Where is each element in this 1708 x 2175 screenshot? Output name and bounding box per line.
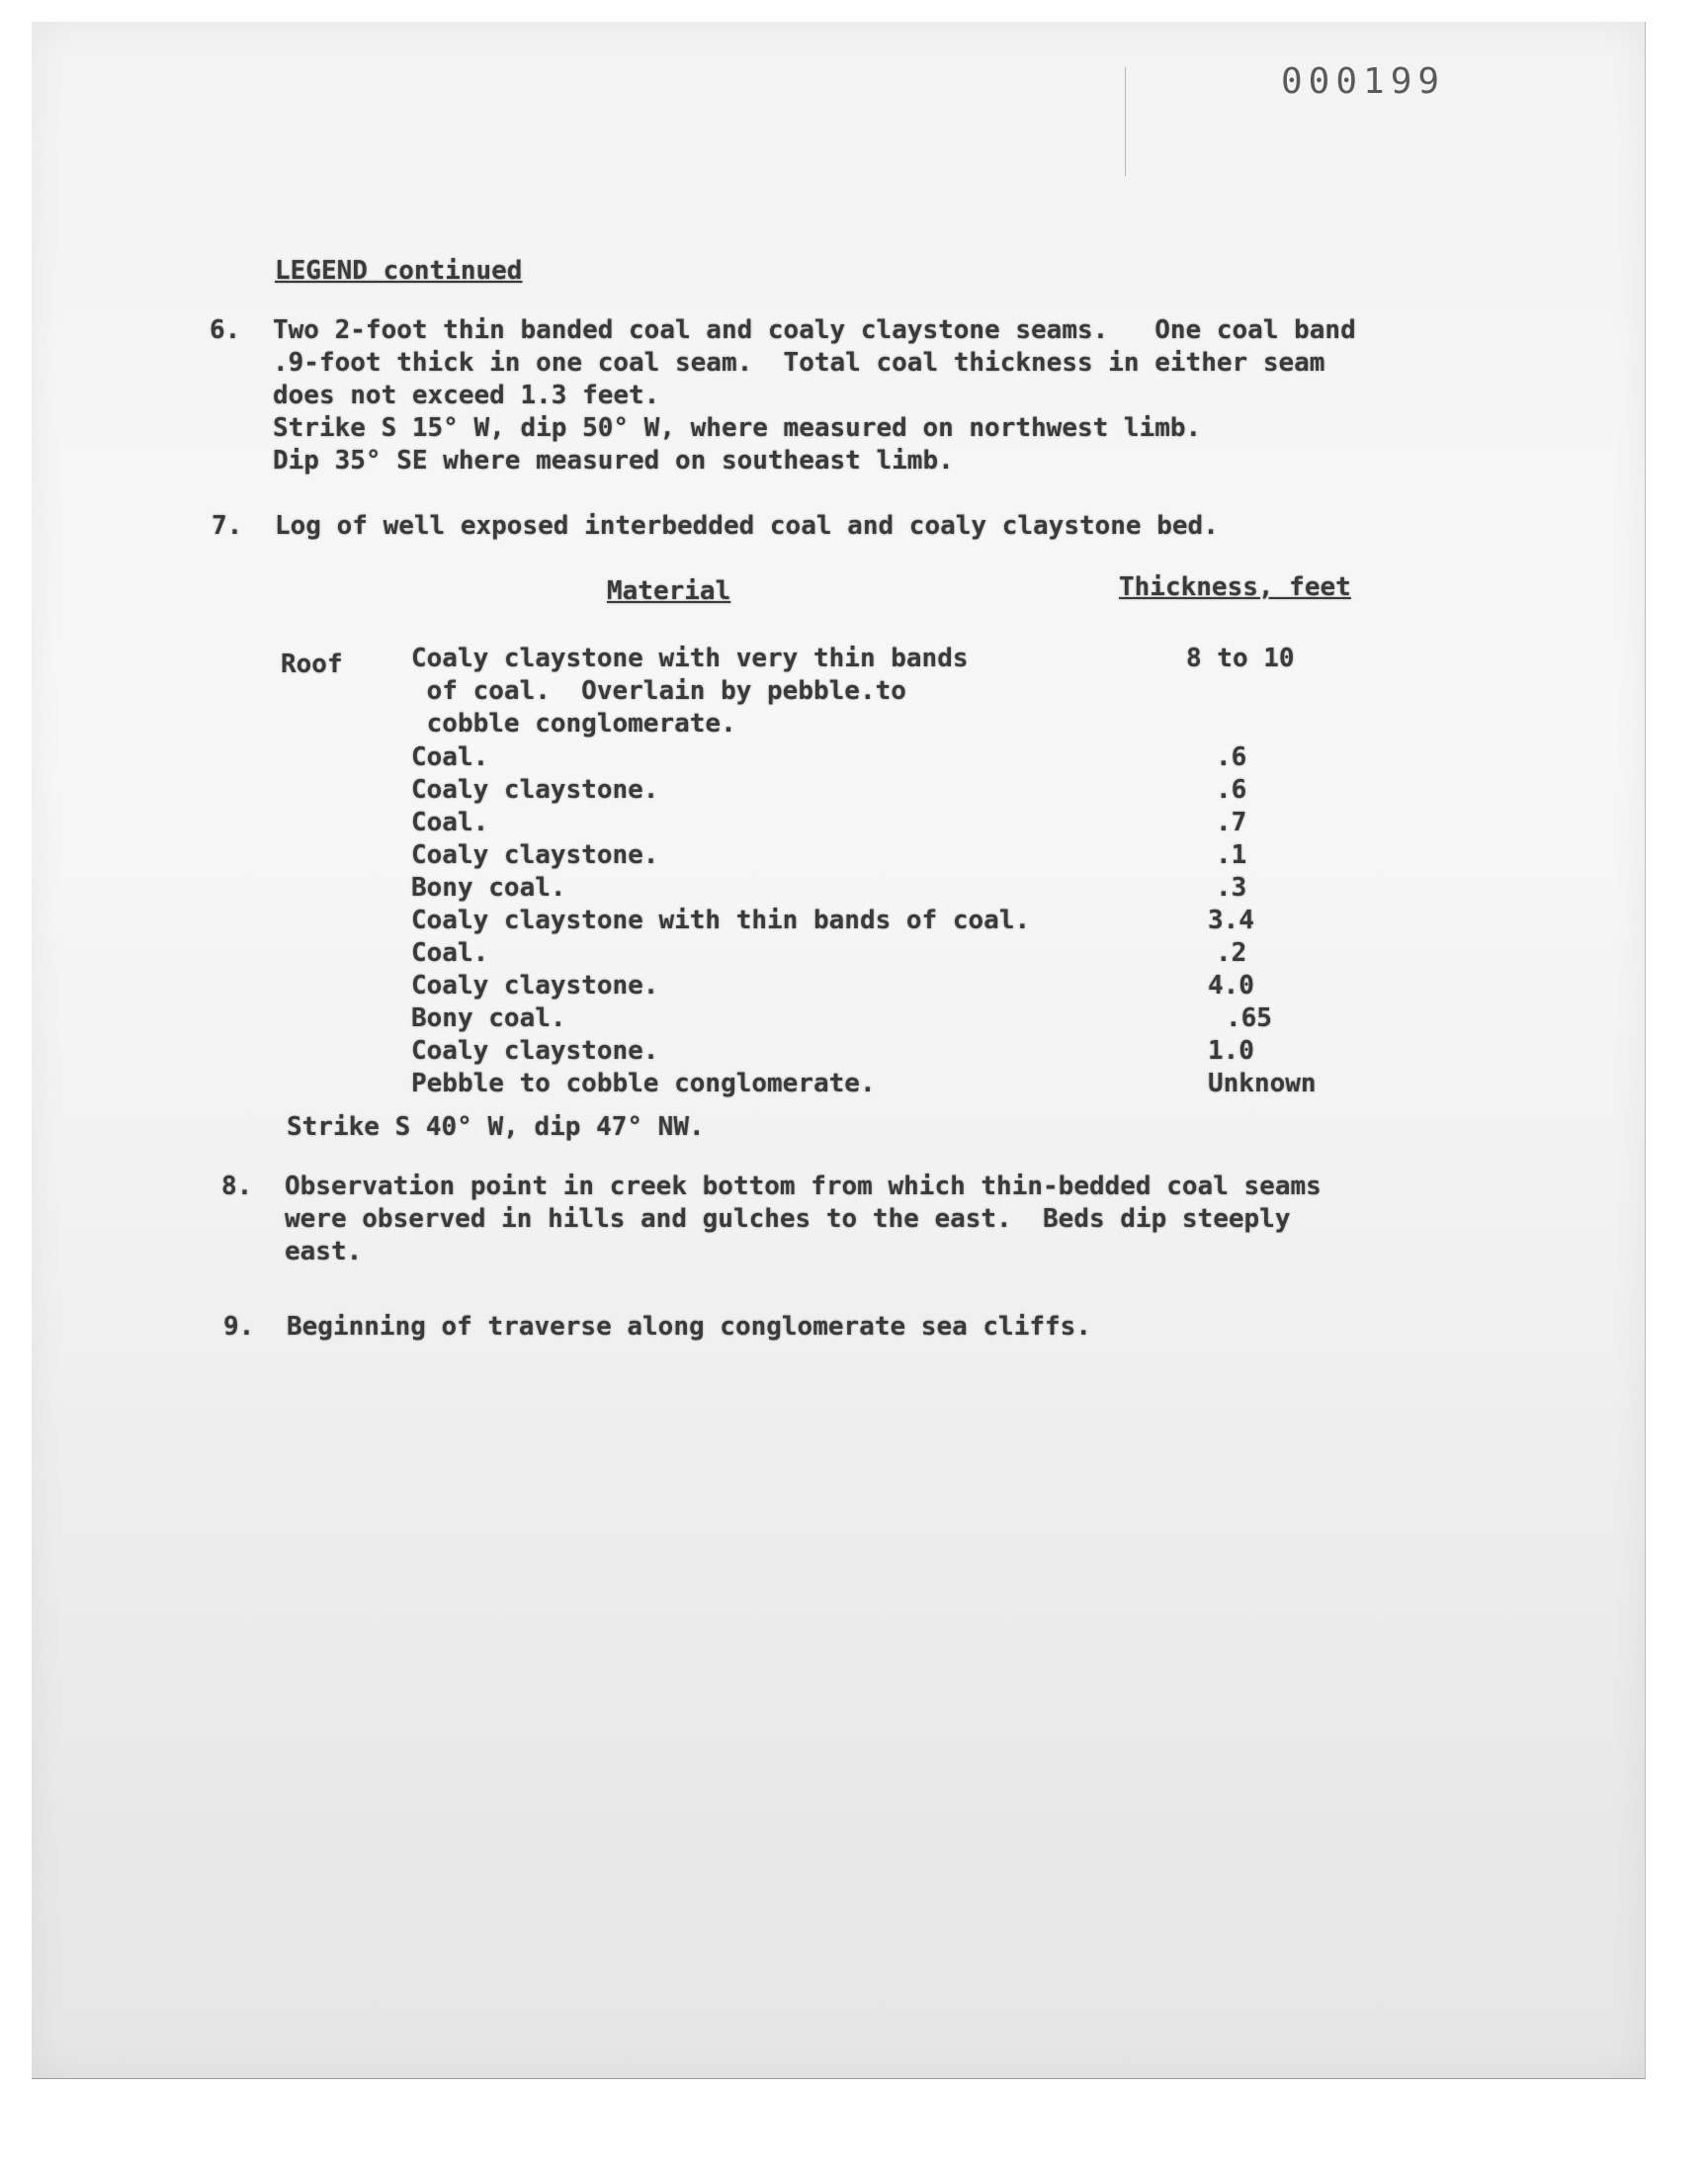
layer-thickness: .6 [1216, 775, 1247, 805]
layer-thickness: 3.4 [1208, 906, 1254, 935]
layer-thickness: Unknown [1208, 1069, 1317, 1098]
layer-thickness: .6 [1216, 742, 1247, 772]
well-log-table [411, 643, 1360, 1100]
item-number: 8. [221, 1172, 253, 1201]
roof-label: Roof [281, 650, 343, 679]
layer-material: Coal. [411, 742, 489, 772]
layer-thickness: 4.0 [1208, 971, 1254, 1000]
layer-material: Coal. [411, 808, 489, 837]
table-row [411, 1068, 1360, 1100]
document-number: 000199 [1281, 61, 1446, 102]
table-row [411, 807, 1360, 839]
layer-material: Bony coal. [411, 1003, 566, 1033]
table-row [411, 643, 1360, 741]
item-text: Log of well exposed interbedded coal and coaly claystone bed. [275, 511, 1219, 541]
item-number: 7. [212, 511, 243, 541]
fold-line [1125, 67, 1126, 176]
legend-item-8 [221, 1171, 1322, 1268]
layer-thickness: .3 [1216, 873, 1247, 903]
item-7-strike-dip: Strike S 40° W, dip 47° NW. [287, 1112, 705, 1142]
layer-material: Coaly claystone with thin bands of coal. [411, 906, 1031, 935]
table-row [411, 905, 1360, 937]
item-number: 6. [210, 315, 241, 345]
table-row [411, 970, 1360, 1002]
item-text: Observation point in creek bottom from which thin-bedded coal seams were observed in hills and gulches to the east. Beds dip steeply east. [285, 1172, 1322, 1266]
layer-material: Coal. [411, 938, 489, 968]
table-row [411, 774, 1360, 807]
table-row [411, 1035, 1360, 1068]
legend-heading: LEGEND continued [275, 256, 523, 286]
table-row [411, 1002, 1360, 1035]
thickness-column-header: Thickness, feet [1119, 572, 1351, 602]
layer-thickness: 1.0 [1208, 1036, 1254, 1066]
layer-material: Coaly claystone. [411, 840, 659, 870]
layer-material: Coaly claystone with very thin bands of coal. Overlain by pebble.to cobble conglomerate. [411, 644, 969, 739]
layer-thickness: 8 to 10 [1186, 644, 1295, 673]
table-row [411, 937, 1360, 970]
legend-item-7 [212, 510, 1219, 543]
layer-material: Coaly claystone. [411, 1036, 659, 1066]
legend-item-6 [210, 314, 1356, 478]
layer-thickness: .65 [1226, 1003, 1272, 1033]
table-row [411, 839, 1360, 872]
layer-material: Coaly claystone. [411, 971, 659, 1000]
layer-thickness: .7 [1216, 808, 1247, 837]
layer-material: Bony coal. [411, 873, 566, 903]
layer-material: Pebble to cobble conglomerate. [411, 1069, 876, 1098]
item-text: Beginning of traverse along conglomerate sea cliffs. [287, 1312, 1091, 1342]
legend-item-9 [223, 1311, 1091, 1344]
layer-thickness: .1 [1216, 840, 1247, 870]
table-row [411, 741, 1360, 774]
layer-thickness: .2 [1216, 938, 1247, 968]
item-number: 9. [223, 1312, 255, 1342]
item-text: Two 2-foot thin banded coal and coaly claystone seams. One coal band .9-foot thick in one coal seam. Total coal thickness in either seam does not exceed 1.3 feet. Strike S 15° W, dip 50° W, where measured on northwest limb. Dip 35° SE where measured on southeast limb. [273, 315, 1356, 476]
material-column-header: Material [607, 576, 731, 606]
table-row [411, 872, 1360, 905]
layer-material: Coaly claystone. [411, 775, 659, 805]
